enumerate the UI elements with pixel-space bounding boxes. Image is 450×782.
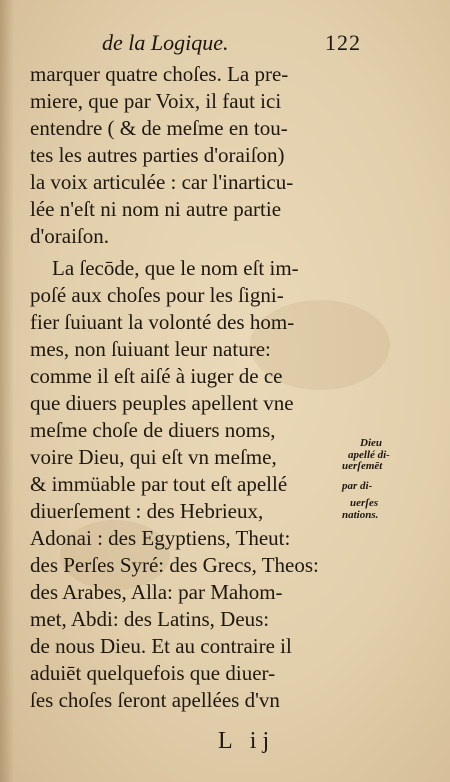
text-line: miere, que par Voix, il faut ici	[30, 89, 282, 113]
text-line: & immüable par tout eſt apellé	[30, 472, 288, 496]
margin-note-line: Dieu	[360, 437, 382, 449]
margin-note-line: uerſes	[350, 497, 379, 510]
text-line: La ſecōde, que le nom eſt im-	[52, 256, 299, 280]
text-line: des Perſes Syré: des Grecs, Theos:	[30, 553, 319, 577]
text-line: tes les autres parties d'oraiſon)	[30, 143, 285, 167]
signature-mark: L ij	[218, 728, 276, 754]
text-line: mes, non ſuiuant leur nature:	[30, 337, 271, 361]
text-line: entendre ( & de meſme en tou-	[30, 116, 288, 140]
text-line: voire Dieu, qui eſt vn meſme,	[30, 445, 277, 469]
text-line: marquer quatre choſes. La pre-	[30, 62, 289, 86]
text-line: la voix articulée : car l'inarticu-	[30, 170, 294, 194]
text-line: de nous Dieu. Et au contraire il	[30, 634, 292, 658]
running-title: de la Logique.	[102, 30, 229, 55]
text-line: d'oraiſon.	[30, 224, 110, 248]
margin-note-line: par di-	[342, 479, 373, 492]
text-line: aduiēt quelquefois que diuer-	[30, 661, 276, 685]
margin-note-line: nations.	[342, 508, 379, 521]
text-line: diuerſement : des Hebrieux,	[30, 499, 264, 523]
page-header	[0, 30, 450, 60]
text-line: poſé aux choſes pour les ſigni-	[30, 283, 284, 307]
text-line: fier ſuiuant la volonté des hom-	[30, 310, 295, 334]
margin-note	[340, 438, 420, 521]
page-gutter-shadow	[0, 0, 14, 782]
text-line: lée n'eſt ni nom ni autre partie	[30, 197, 282, 221]
text-line: met, Abdi: des Latins, Deus:	[30, 607, 270, 631]
text-line: des Arabes, Alla: par Mahom-	[30, 580, 283, 604]
text-line: que diuers peuples apellent vne	[30, 391, 294, 415]
text-line: ſes choſes ſeront apellées d'vn	[30, 688, 280, 712]
text-line: meſme choſe de diuers noms,	[30, 418, 276, 442]
text-line: Adonai : des Egyptiens, Theut:	[30, 526, 291, 550]
page-number: 122	[325, 30, 361, 55]
margin-note-line: apellé di-	[348, 448, 390, 461]
text-line: comme il eſt aiſé à iuger de ce	[30, 364, 283, 388]
margin-note-line: uerſemēt	[342, 460, 383, 473]
